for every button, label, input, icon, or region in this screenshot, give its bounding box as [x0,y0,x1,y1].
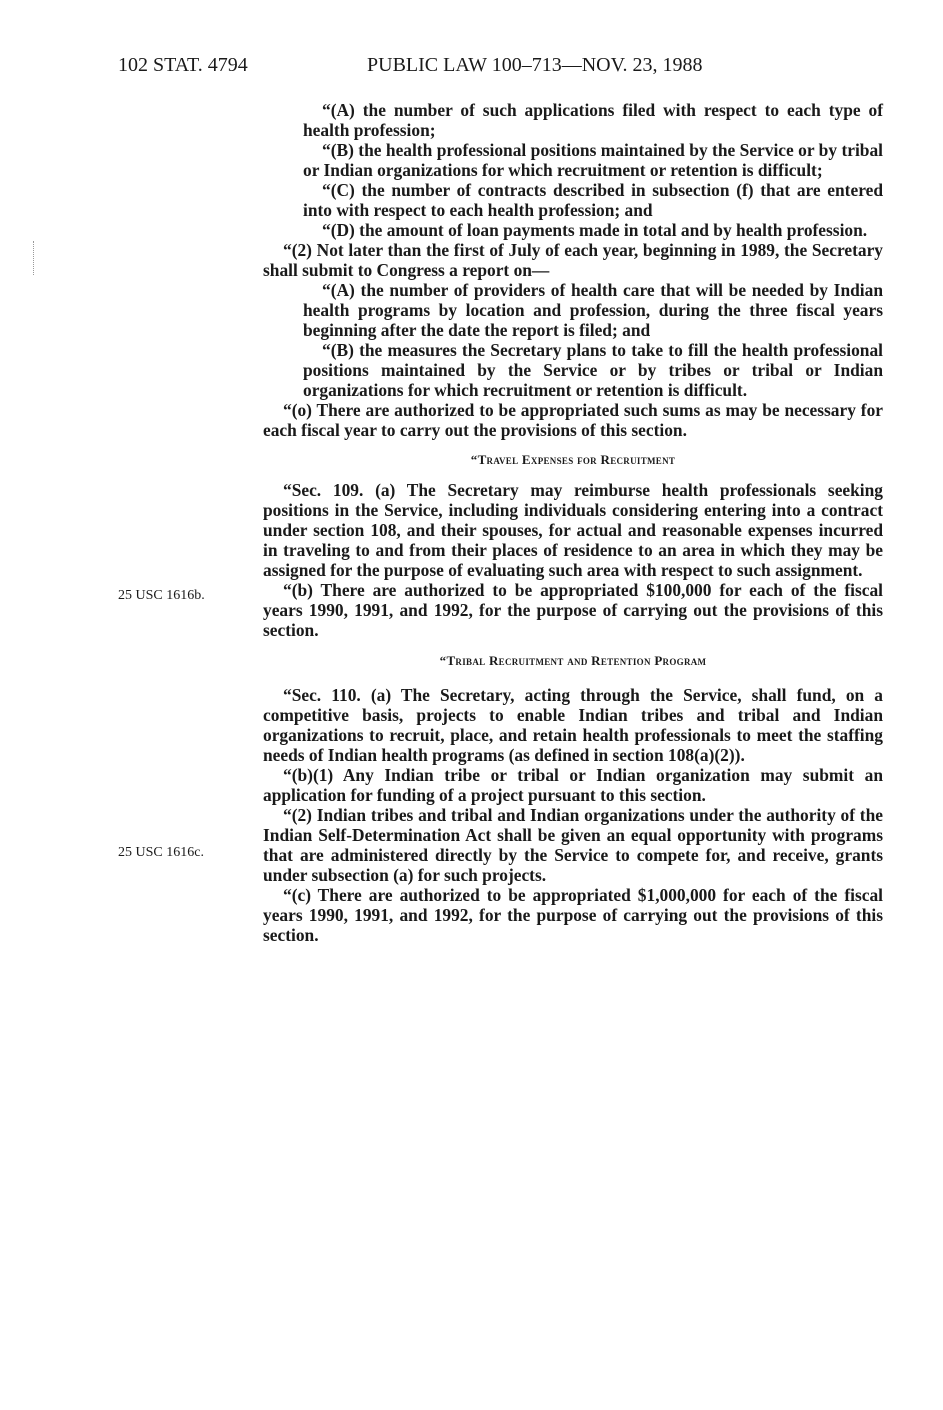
paragraph-2a-providers: “(A) the number of providers of health care that will be needed by Indian health programs by location and profession, during the three fiscal years beginning after the date the report is filed; and [303,280,883,340]
section-110-a: “Sec. 110. (a) The Secretary, acting through the Service, shall fund, on a competitive basis, projects to enable Indian tribes and tribal and Indian organizations to recruit, place, and retain health professionals to meet the staffing needs of Indian health programs (as defined in section 108(a)(2)). [263,685,883,765]
paragraph-b-positions: “(B) the health professional positions maintained by the Service or by tribal or Indian organizations for which recruitment or retention is difficult; [303,140,883,180]
section-110-b1: “(b)(1) Any Indian tribe or tribal or Indian organization may submit an application for funding of a project pursuant to this section. [263,765,883,805]
paragraph-c-contracts: “(C) the number of contracts described in subsection (f) that are entered into with respect to each health profession; and [303,180,883,220]
section-110-b2: “(2) Indian tribes and tribal and Indian organizations under the authority of the Indian Self-Determination Act shall be given an equal opportunity with programs that are administered directly by the Service to compete for, and receive, grants under subsection (a) for such projects. [263,805,883,885]
page-header [118,54,818,84]
statute-page-number: 102 STAT. 4794 [118,54,248,76]
margin-dots [33,241,36,275]
heading-tribal-recruitment: “Tribal Recruitment and Retention Program [439,653,707,668]
section-109-a: “Sec. 109. (a) The Secretary may reimburse health professionals seeking positions in the Service, including individuals considering entering into a contract under section 108, and their spouses, for actual and reasonable expenses incurred in traveling to and from their places of residence to an area in which they may be assigned for the purpose of evaluating such area with respect to such assignment. [263,480,883,580]
section-110-c: “(c) There are authorized to be appropriated $1,000,000 for each of the fiscal years 1990, 1991, and 1992, for the purpose of carrying out the provisions of this section. [263,885,883,945]
margin-note-usc-1616b: 25 USC 1616b. [118,588,205,603]
paragraph-a-applications: “(A) the number of such applications filed with respect to each type of health profession; [303,100,883,140]
body-text [263,100,883,945]
paragraph-d-loan-payments: “(D) the amount of loan payments made in total and by health profession. [322,220,868,240]
public-law-citation: PUBLIC LAW 100–713—NOV. 23, 1988 [367,54,703,76]
section-109-b: “(b) There are authorized to be appropriated $100,000 for each of the fiscal years 1990, 1991, and 1992, for the purpose of carrying out the provisions of this section. [263,580,883,640]
paragraph-2b-measures: “(B) the measures the Secretary plans to take to fill the health professional positions maintained by the Service or by tribes or tribal or Indian organizations for which recruitment or retention is difficult. [303,340,883,400]
margin-note-usc-1616c: 25 USC 1616c. [118,845,204,860]
paragraph-o-authorization: “(o) There are authorized to be appropriated such sums as may be necessary for each fiscal year to carry out the provisions of this section. [263,400,883,440]
paragraph-2-report: “(2) Not later than the first of July of each year, beginning in 1989, the Secretary shall submit to Congress a report on— [263,240,883,280]
heading-travel-expenses: “Travel Expenses for Recruitment [470,452,676,467]
